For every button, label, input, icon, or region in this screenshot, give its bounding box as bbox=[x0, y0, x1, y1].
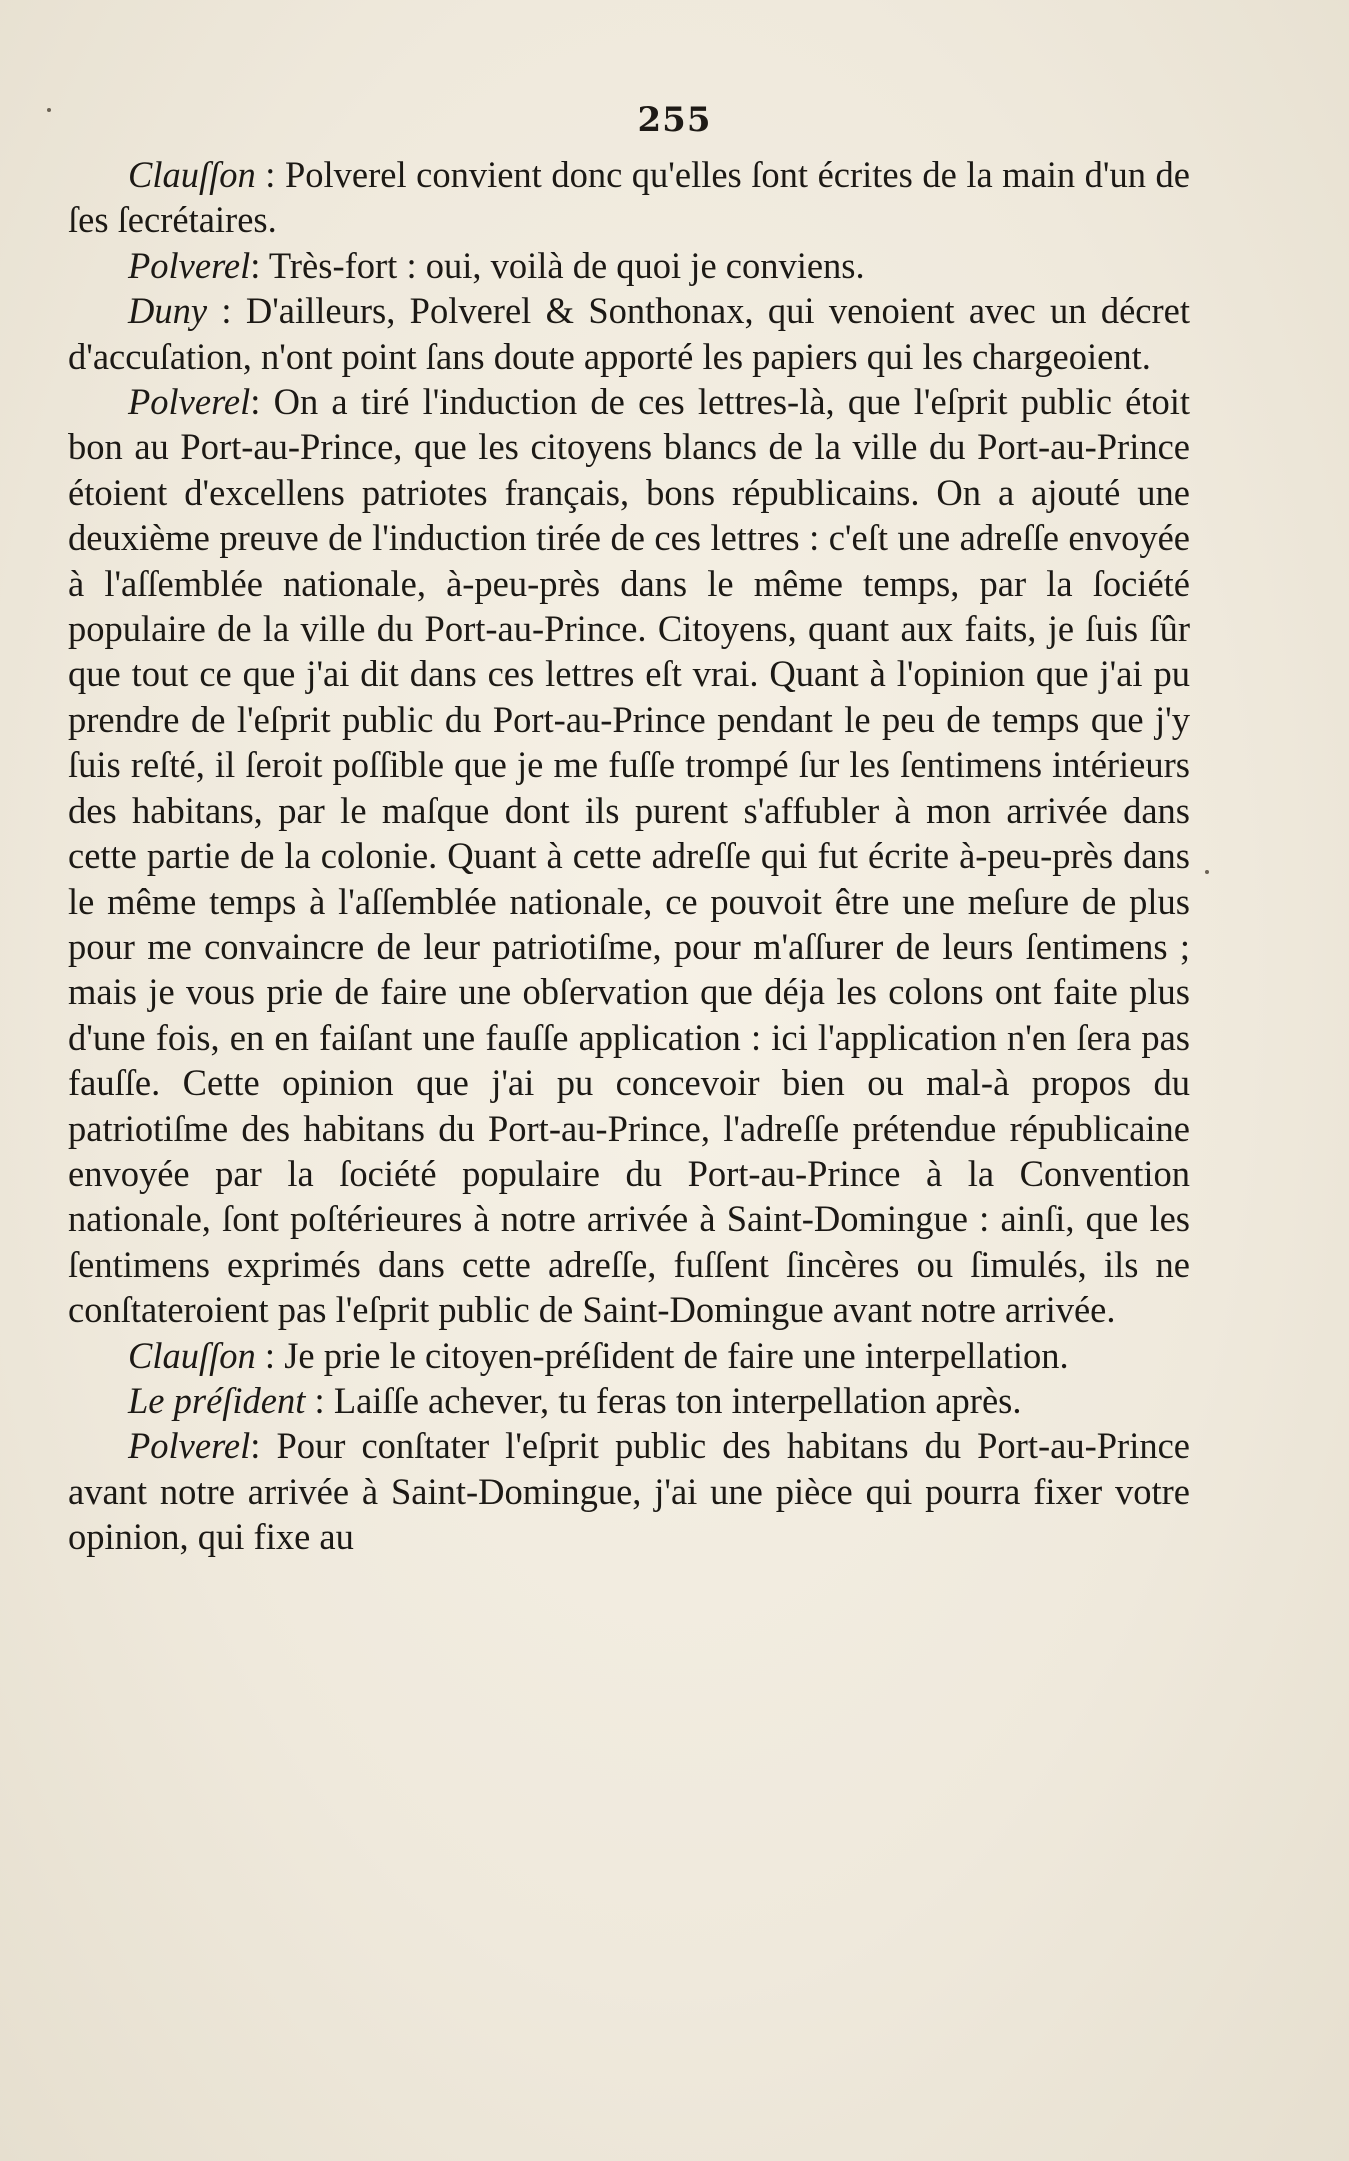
speaker-separator: : bbox=[207, 290, 246, 332]
speaker-separator: : bbox=[255, 1334, 285, 1376]
dialogue-paragraph bbox=[68, 1423, 1190, 1559]
paragraph-text: Très-fort : oui, voilà de quoi je conviens. bbox=[268, 244, 865, 286]
dialogue-paragraph bbox=[68, 288, 1190, 379]
speaker-separator: : bbox=[305, 1379, 334, 1421]
speaker-name: Duny bbox=[128, 290, 208, 332]
speaker-name: Polverel bbox=[128, 381, 251, 423]
paragraph-text: D'ailleurs, Polverel & Sonthonax, qui venoient avec un décret d'accuſation, n'ont point ſans doute apporté les papiers qui les chargeoient. bbox=[68, 290, 1190, 377]
dialogue-paragraph bbox=[68, 1333, 1190, 1378]
paper-speck bbox=[1205, 870, 1209, 874]
dialogue-paragraph bbox=[68, 379, 1190, 1333]
speaker-separator: : bbox=[255, 154, 285, 195]
speaker-name: Clauſſon bbox=[128, 154, 256, 195]
paragraph-text: Laiſſe achever, tu feras ton interpellation après. bbox=[333, 1379, 1022, 1421]
speaker-separator: : bbox=[250, 1425, 277, 1467]
speaker-name: Polverel bbox=[128, 1425, 251, 1467]
page-number: 255 bbox=[637, 100, 712, 140]
dialogue-paragraph bbox=[68, 1378, 1190, 1423]
paragraph-text: On a tiré l'induction de ces lettres-là, que l'eſprit public étoit bon au Port-au-Prince, que les citoyens blancs de la ville du Port-au-Prince étoient d'excellens patriotes français, bons républicains. On a ajouté une deuxième preuve de l'induction tirée de ces lettres : c'eſt une adreſſe envoyée à l'aſſemblée nationale, à-peu-près dans le même temps, par la ſociété populaire de la ville du Port-au-Prince. Citoyens, quant aux faits, je ſuis ſûr que tout ce que j'ai dit dans ces lettres eſt vrai. Quant à l'opinion que j'ai pu prendre de l'eſprit public du Port-au-Prince pendant le peu de temps que j'y ſuis reſté, il ſeroit poſſible que je me fuſſe trompé ſur les ſentimens intérieurs des habitans, par le maſque dont ils purent s'affubler à mon arrivée dans cette partie de la colonie. Quant à cette adreſſe qui fut écrite à-peu-près dans le même temps à l'aſſemblée nationale, ce pouvoit être une meſure de plus pour me convaincre de leur patriotiſme, pour m'aſſurer de leurs ſentimens ; mais je vous prie de faire une obſervation que déja les colons ont faite plus d'une fois, en en faiſant une fauſſe application : ici l'application n'en ſera pas fauſſe. Cette opinion que j'ai pu concevoir bien ou mal-à propos du patriotiſme des habitans du Port-au-Prince, l'adreſſe prétendue républicaine envoyée par la ſociété populaire du Port-au-Prince à la Convention nationale, ſont poſtérieures à notre arrivée à Saint-Domingue : ainſi, que les ſentimens exprimés dans cette adreſſe, fuſſent ſincères ou ſimulés, ils ne conſtateroient pas l'eſprit public de Saint-Domingue avant notre arrivée. bbox=[68, 381, 1190, 1331]
speaker-separator: : bbox=[250, 244, 269, 286]
paragraph-text: Je prie le citoyen-préſident de faire une interpellation. bbox=[284, 1334, 1069, 1376]
page-text bbox=[68, 152, 1190, 1560]
dialogue-paragraph bbox=[68, 243, 1190, 288]
speaker-name: Clauſſon bbox=[128, 1334, 256, 1376]
speaker-separator: : bbox=[250, 381, 274, 423]
dialogue-paragraph bbox=[68, 152, 1190, 243]
paragraph-text: Pour conſtater l'eſprit public des habitans du Port-au-Prince avant notre arrivée à Saint-Domingue, j'ai une pièce qui pourra fixer votre opinion, qui fixe au bbox=[68, 1425, 1190, 1558]
speaker-name: Polverel bbox=[128, 244, 251, 286]
speaker-name: Le préſident bbox=[128, 1379, 306, 1421]
paper-speck bbox=[47, 108, 51, 112]
paragraph-text: Polverel convient donc qu'elles ſont écrites de la main d'un de ſes ſecrétaires. bbox=[68, 154, 1190, 241]
